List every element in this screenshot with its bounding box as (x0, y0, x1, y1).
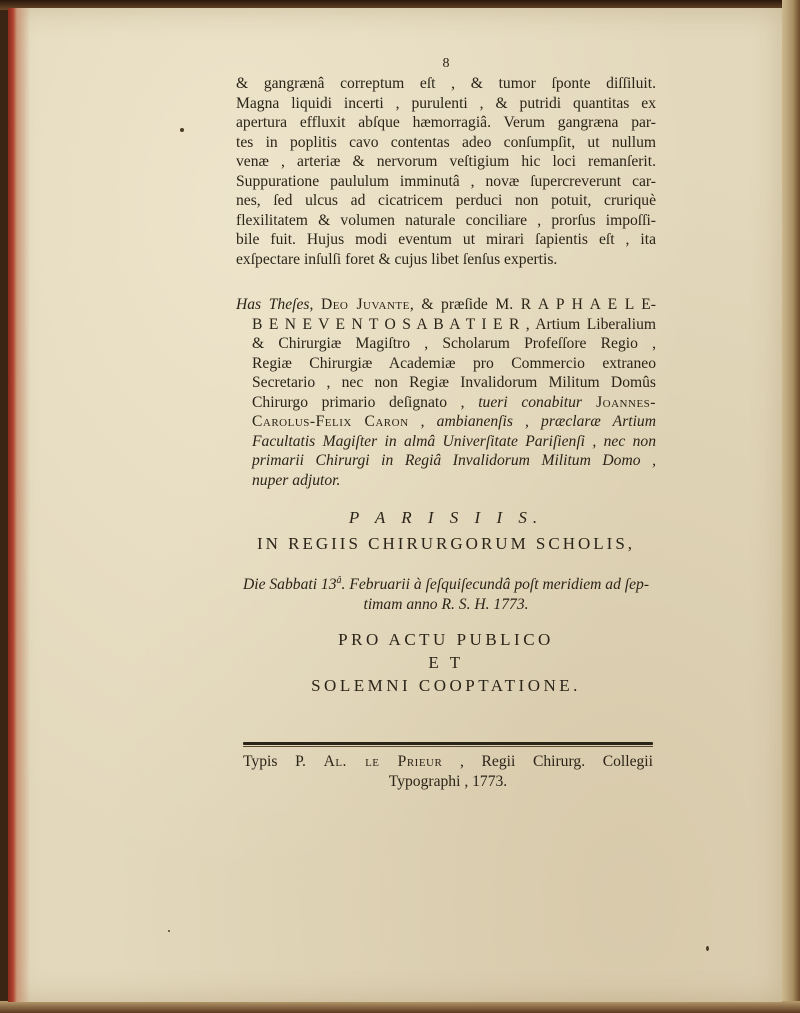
paragraph-line: apertura effluxit abſque hæmorragiâ. Verum gangræna par- (236, 114, 656, 131)
page-content (236, 54, 656, 697)
date-text: . Februarii à ſeſquiſecundâ poſt meridiem ad ſep- (341, 576, 650, 594)
paragraph-line: Magna liquidi incerti , purulenti , & putridi quantitas ex (236, 94, 656, 112)
date-line (236, 571, 656, 595)
date-superscript: â (336, 575, 342, 586)
thesis-line (236, 412, 656, 432)
paragraph-line: Suppuratione paululum imminutâ , novæ ſupercreverunt car- (236, 172, 656, 190)
thesis-text: Chirurgo primario deſignato , (252, 393, 479, 411)
paragraph-line: bile fuit. Hujus modi eventum ut mirari ſapientis eſt , ita (236, 231, 656, 248)
thesis-line: Secretario , nec non Regiæ Invalidorum Militum Domûs (252, 374, 656, 391)
thesis-line (236, 393, 656, 413)
thesis-text: , (309, 296, 321, 313)
ink-speck (168, 930, 170, 932)
deo-juvante: Deo Juvante (320, 296, 410, 313)
thesis-text: tueri conabitur (478, 393, 582, 411)
thesis-title: Has Theſes (236, 296, 310, 313)
thesis-line: & Chirurgiæ Magiſtro , Scholarum Profeſſore Regio , (252, 335, 656, 352)
paragraph-line: venæ , arteriæ & nervorum veſtigium hic loci remanſerit. (236, 153, 656, 170)
purpose-heading: SOLEMNI COOPTATIONE. (311, 676, 581, 696)
thesis-text: , & præſide M. R A P H A E L E- (409, 296, 656, 313)
thesis-text: ambianenſis , præclaræ Artium (436, 413, 656, 430)
date-text: Die Sabbati 13 (242, 576, 337, 594)
book-edge-right (782, 0, 800, 1013)
venue-heading: IN REGIIS CHIRURGORUM SCHOLIS, (256, 533, 636, 553)
candidate-name: Joannes- (581, 393, 656, 411)
imprint-text: , Regii Chirurg. Collegii (442, 753, 653, 770)
paragraph-line: tes in poplitis cavo contentas adeo conſumpſit, ut nullum (236, 133, 656, 151)
paragraph-line: exſpectare inſulſi foret & cujus libet ſenſus expertis. (236, 250, 558, 268)
case-paragraph (236, 74, 656, 269)
thesis-statement (236, 295, 656, 490)
candidate-name: Carolus-Felix Caron (252, 413, 409, 430)
paragraph-line: & gangrænâ correptum eſt , & tumor ſponte diſſiluit. (236, 75, 656, 92)
paragraph-line: nes, ſed ulcus ad cicatricem perduci non potuit, cruriquè (236, 192, 656, 209)
imprint-line (243, 752, 653, 772)
thesis-line: Regiæ Chirurgiæ Academiæ pro Commercio extraneo (252, 354, 656, 372)
divider-rule (243, 742, 653, 745)
imprint-line: Typographi , 1773. (388, 772, 508, 790)
purpose-heading: E T (428, 653, 464, 673)
thesis-line: primarii Chirurgi in Regiâ Invalidorum Militum Domo , (252, 452, 656, 469)
page-number: 8 (442, 56, 450, 71)
ink-speck (706, 946, 709, 951)
purpose-heading: PRO ACTU PUBLICO (338, 630, 554, 650)
ink-speck (180, 128, 184, 132)
thesis-line (236, 295, 656, 315)
book-edge-bottom (0, 1001, 800, 1013)
date-line: timam anno R. S. H. 1773. (363, 595, 529, 613)
printer-name: Al. le Prieur (323, 753, 443, 770)
imprint-text: Typis P. (243, 753, 324, 770)
thesis-line: B E N E V E N T O S A B A T I E R , Artium Liberalium (252, 315, 656, 333)
binding-edge (8, 8, 30, 1002)
thesis-text: , (408, 413, 437, 430)
place-heading: P A R I S I I S. (348, 508, 544, 527)
thesis-line: nuper adjutor. (252, 471, 341, 489)
paragraph-line: flexilitatem & volumen naturale conciliare , prorſus impoſſi- (236, 211, 656, 229)
thesis-line: Facultatis Magiſter in almâ Univerſitate Pariſienſi , nec non (252, 432, 656, 450)
divider-rule (243, 746, 653, 747)
printer-imprint (243, 752, 653, 791)
